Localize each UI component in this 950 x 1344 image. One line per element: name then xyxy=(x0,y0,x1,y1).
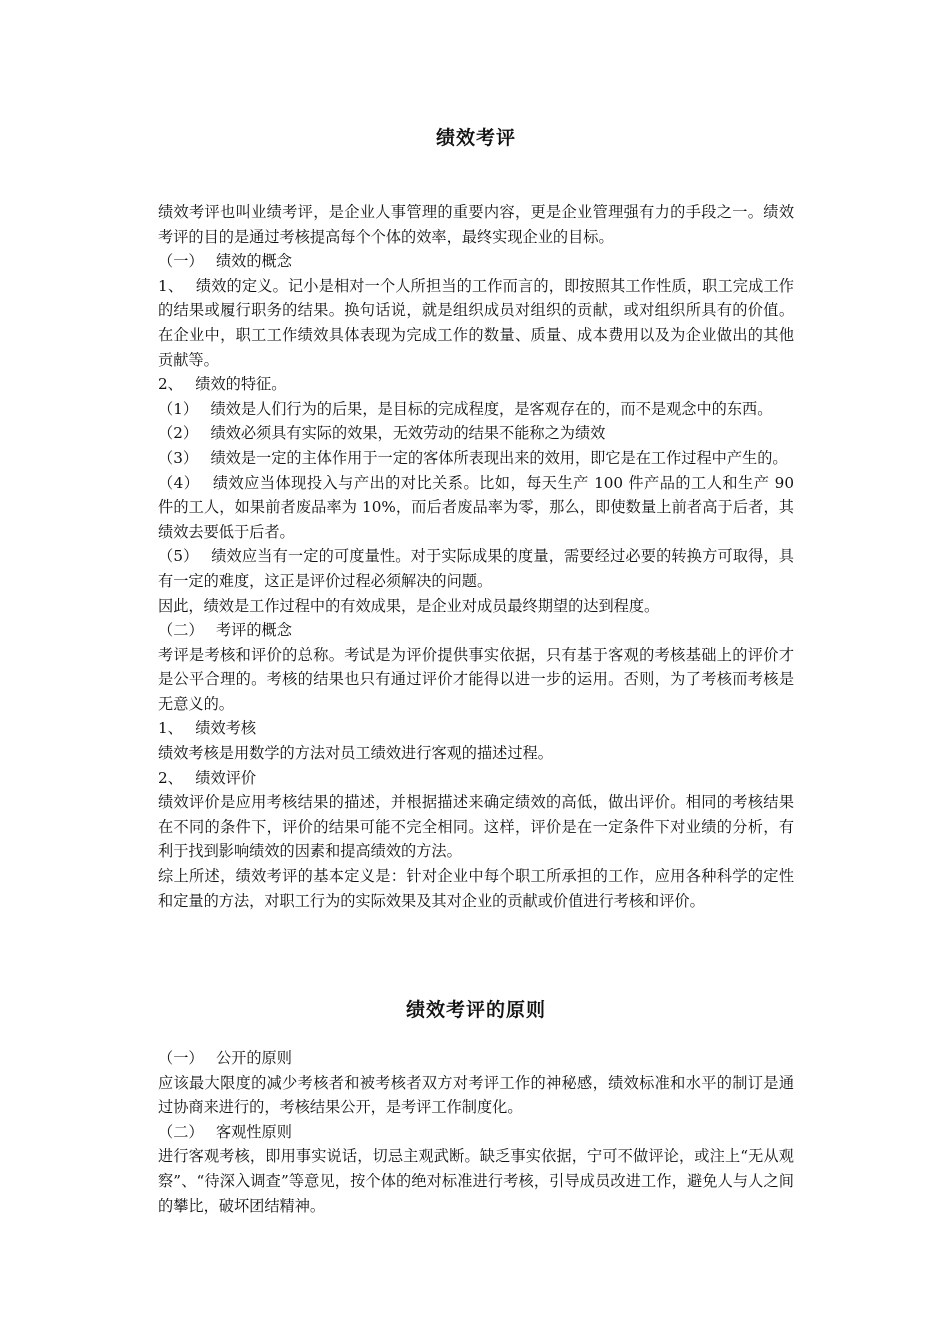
paragraph-assessment: 绩效考核是用数学的方法对员工绩效进行客观的描述过程。 xyxy=(158,744,553,763)
paragraph-openness: 应该最大限度的减少考核者和被考核者双方对考评工作的神秘感，绩效标准和水平的制订是通过协商来进行的，考核结果公开，是考评工作制度化。 xyxy=(158,1073,794,1117)
intro-paragraph: 绩效考评也叫业绩考评，是企业人事管理的重要内容，更是企业管理强有力的手段之一。绩效考评的目的是通过考核提高每个个体的效率，最终实现企业的目标。 xyxy=(158,203,794,246)
heading-assessment: 1、 绩效考核 xyxy=(158,719,257,738)
characteristic-2: （2） 绩效必须具有实际的效果，无效劳动的结果不能称之为绩效 xyxy=(158,424,606,443)
paragraph-conclusion: 因此，绩效是工作过程中的有效成果，是企业对成员最终期望的达到程度。 xyxy=(158,596,660,615)
paragraph-summary: 综上所述，绩效考评的基本定义是：针对企业中每个职工所承担的工作，应用各种科学的定性和定量的方法，对职工行为的实际效果及其对企业的贡献或价值进行考核和评价。 xyxy=(158,867,794,910)
heading-characteristics: 2、 绩效的特征。 xyxy=(158,375,287,394)
heading-performance-concept: （一） 绩效的概念 xyxy=(158,252,292,271)
heading-evaluation-concept: （二） 考评的概念 xyxy=(158,621,292,640)
document-title: 绩效考评 xyxy=(435,127,516,149)
section-performance-concept xyxy=(158,200,794,913)
heading-objectivity: （二） 客观性原则 xyxy=(158,1122,292,1141)
characteristic-1: （1） 绩效是人们行为的后果，是目标的完成程度，是客观存在的，而不是观念中的东西。 xyxy=(158,399,773,418)
heading-appraisal: 2、 绩效评价 xyxy=(158,768,257,787)
characteristic-4: （4） 绩效应当体现投入与产出的对比关系。比如，每天生产 100 件产品的工人和生产 90 件的工人，如果前者废品率为 10%，而后者废品率为零，那么，即使数量上前者高于后者，其绩效去要低于后者。 xyxy=(158,473,794,541)
principles-title: 绩效考评的原则 xyxy=(405,999,546,1021)
paragraph-appraisal: 绩效评价是应用考核结果的描述，并根据描述来确定绩效的高低，做出评价。相同的考核结果在不同的条件下，评价的结果可能不完全相同。这样，评价是在一定条件下对业绩的分析，有利于找到影响绩效的因素和提高绩效的方法。 xyxy=(158,793,794,861)
characteristic-5: （5） 绩效应当有一定的可度量性。对于实际成果的度量，需要经过必要的转换方可取得，具有一定的难度，这正是评价过程必须解决的问题。 xyxy=(158,547,794,590)
section-principles xyxy=(158,1046,794,1218)
paragraph-definition: 1、 绩效的定义。记小是相对一个人所担当的工作而言的，即按照其工作性质，职工完成工作的结果或履行职务的结果。换句话说，就是组织成员对组织的贡献，或对组织所具有的价值。在企业中，职工工作绩效具体表现为完成工作的数量、质量、成本费用以及为企业做出的其他贡献等。 xyxy=(158,276,794,369)
paragraph-evaluation: 考评是考核和评价的总称。考试是为评价提供事实依据，只有基于客观的考核基础上的评价才是公平合理的。考核的结果也只有通过评价才能得以进一步的运用。否则，为了考核而考核是无意义的。 xyxy=(158,645,794,713)
characteristic-3: （3） 绩效是一定的主体作用于一定的客体所表现出来的效用，即它是在工作过程中产生的。 xyxy=(158,448,788,467)
paragraph-objectivity: 进行客观考核，即用事实说话，切忌主观武断。缺乏事实依据，宁可不做评论，或注上“无从观察”、“待深入调查”等意见，按个体的绝对标准进行考核，引导成员改进工作，避免人与人之间的攀比，破坏团结精神。 xyxy=(158,1147,794,1215)
heading-openness: （一） 公开的原则 xyxy=(158,1049,292,1067)
